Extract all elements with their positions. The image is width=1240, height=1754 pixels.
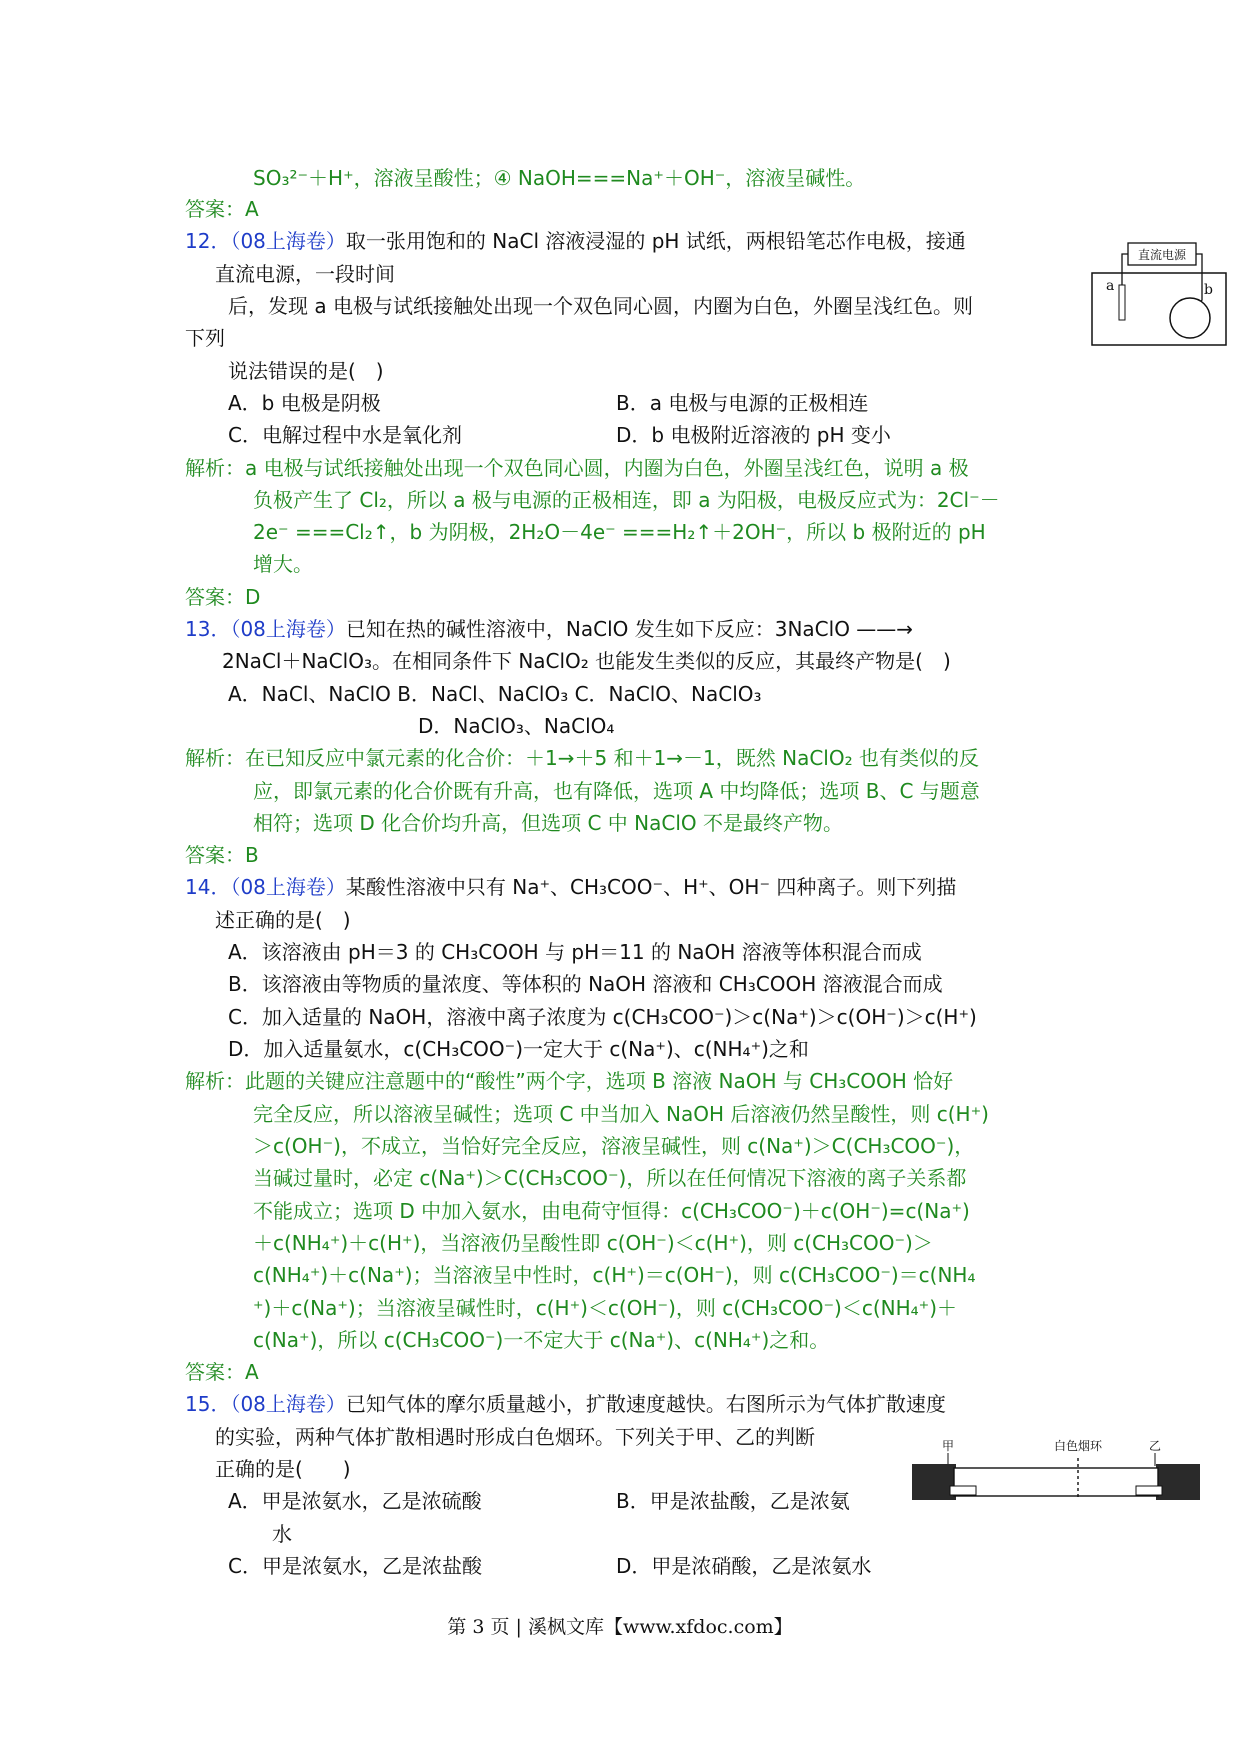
q13-stem-text: 已知在热的碱性溶液中，NaClO 发生如下反应：3NaClO ——→ (345, 617, 914, 641)
q14-analysis-line2: 完全反应，所以溶液呈碱性；选项 C 中当加入 NaOH 后溶液仍然呈酸性，则 c(H⁺) (253, 1102, 989, 1126)
q13-options-line1: A．NaCl、NaClO B．NaCl、NaClO₃ C．NaClO、NaClO₃ (228, 682, 762, 706)
stopper-left (912, 1464, 956, 1500)
q12-analysis-line3: 2e⁻ ===Cl₂↑，b 为阴极，2H₂O－4e⁻ ===H₂↑＋2OH⁻，所以 b 极附近的 pH (253, 520, 986, 544)
q14-option-a: A．该溶液由 pH＝3 的 CH₃COOH 与 pH＝11 的 NaOH 溶液等体积混合而成 (228, 940, 922, 964)
label-white-ring: 白色烟环 (1053, 1439, 1103, 1453)
q13-stem-line1 (185, 615, 913, 643)
cotton-yi (1136, 1486, 1162, 1495)
q14-stem-text: 某酸性溶液中只有 Na⁺、CH₃COO⁻、H⁺、OH⁻ 四种离子。则下列描 (345, 875, 957, 899)
q14-analysis-line3: ＞c(OH⁻)，不成立，当恰好完全反应，溶液呈碱性，则 c(Na⁺)＞C(CH₃COO⁻)， (253, 1134, 975, 1158)
q14-analysis-line4: 当碱过量时，必定 c(Na⁺)＞C(CH₃COO⁻)，所以在任何情况下溶液的离子关系都 (253, 1166, 967, 1190)
q15-stem-line2: 的实验，两种气体扩散相遇时形成白色烟环。下列关于甲、乙的判断 (215, 1425, 815, 1449)
q12-stem-line5: 说法错误的是( ) (228, 359, 384, 383)
q12-stem-line2: 直流电源，一段时间 (215, 262, 395, 286)
q12-analysis-line1: 解析：a 电极与试纸接触处出现一个双色同心圆，内圈为白色，外圈呈浅红色，说明 a 极 (185, 456, 969, 480)
q14-analysis-line9: c(Na⁺)，所以 c(CH₃COO⁻)一不定大于 c(Na⁺)、c(NH₄⁺)之和。 (253, 1328, 830, 1352)
q14-answer: 答案：A (185, 1360, 259, 1384)
q12-stem-line1 (185, 227, 966, 255)
label-jia: 甲 (941, 1439, 955, 1453)
q12-analysis-line4: 增大。 (253, 552, 313, 576)
label-yi: 乙 (1148, 1439, 1162, 1453)
stopper-right (1156, 1464, 1200, 1500)
q14-analysis-line7: c(NH₄⁺)＋c(Na⁺)；当溶液呈中性时，c(H⁺)＝c(OH⁻)，则 c(CH₃COO⁻)＝c(NH₄ (253, 1263, 976, 1287)
q12-option-a: A．b 电极是阴极 (228, 391, 381, 415)
q15-option-d: D．甲是浓硝酸，乙是浓氨水 (616, 1554, 872, 1578)
q15-stem-line3: 正确的是( ) (215, 1457, 351, 1481)
electrolysis-figure (1090, 240, 1230, 350)
page-footer: 第 3 页 | 溪枫文库【www.xfdoc.com】 (447, 1616, 793, 1638)
q11-answer: 答案：A (185, 197, 259, 221)
q12-number: 12．（08上海卷） (185, 229, 346, 253)
power-source-label: 直流电源 (1137, 248, 1187, 262)
cotton-jia (950, 1486, 976, 1495)
q15-option-c: C．甲是浓氨水，乙是浓盐酸 (228, 1554, 482, 1578)
q13-stem-line2: 2NaCl＋NaClO₃。在相同条件下 NaClO₂ 也能发生类似的反应，其最终产物是( ) (222, 649, 951, 673)
q15-stem-text: 已知气体的摩尔质量越小，扩散速度越快。右图所示为气体扩散速度 (345, 1392, 946, 1416)
q15-option-b-cont: 水 (272, 1522, 292, 1546)
q15-option-b: B．甲是浓盐酸，乙是浓氨 (616, 1489, 850, 1513)
q14-option-b: B．该溶液由等物质的量浓度、等体积的 NaOH 溶液和 CH₃COOH 溶液混合而成 (228, 972, 943, 996)
q15-stem-line1 (185, 1390, 946, 1418)
q12-option-b: B．a 电极与电源的正极相连 (616, 391, 869, 415)
q12-answer: 答案：D (185, 585, 261, 609)
label-b: b (1204, 282, 1213, 298)
q14-analysis-line5: 不能成立；选项 D 中加入氨水，由电荷守恒得：c(CH₃COO⁻)＋c(OH⁻)=c(Na⁺) (253, 1199, 970, 1223)
label-a: a (1106, 278, 1115, 294)
q13-answer: 答案：B (185, 843, 259, 867)
q15-option-a: A．甲是浓氨水，乙是浓硫酸 (228, 1489, 482, 1513)
q14-option-d: D．加入适量氨水，c(CH₃COO⁻)一定大于 c(Na⁺)、c(NH₄⁺)之和 (228, 1037, 809, 1061)
q12-analysis-line2: 负极产生了 Cl₂，所以 a 极与电源的正极相连，即 a 为阳极，电极反应式为：2Cl⁻－ (253, 488, 1000, 512)
q12-stem-line3: 后，发现 a 电极与试纸接触处出现一个双色同心圆，内圈为白色，外圈呈浅红色。则 (228, 294, 973, 318)
q12-stem-text: 取一张用饱和的 NaCl 溶液浸湿的 pH 试纸，两根铅笔芯作电极，接通 (345, 229, 966, 253)
q13-analysis-line2: 应，即氯元素的化合价既有升高，也有降低，选项 A 中均降低；选项 B、C 与题意 (253, 779, 980, 803)
q14-stem-line1 (185, 873, 956, 901)
electrode-a (1119, 285, 1125, 320)
q12-option-d: D．b 电极附近溶液的 pH 变小 (616, 423, 891, 447)
q11-tail-text: SO₃²⁻＋H⁺，溶液呈酸性；④ NaOH===Na⁺＋OH⁻，溶液呈碱性。 (253, 166, 866, 190)
diffusion-tube-figure (910, 1438, 1202, 1506)
q13-analysis-line1: 解析：在已知反应中氯元素的化合价：＋1→＋5 和＋1→－1，既然 NaClO₂ 也有类似的反 (185, 746, 979, 770)
glass-tube (954, 1468, 1158, 1496)
q13-number: 13．（08上海卷） (185, 617, 346, 641)
concentric-circle (1170, 298, 1210, 338)
q14-option-c: C．加入适量的 NaOH，溶液中离子浓度为 c(CH₃COO⁻)＞c(Na⁺)＞c(OH⁻)＞c(H⁺) (228, 1005, 977, 1029)
q14-analysis-line8: ⁺)＋c(Na⁺)；当溶液呈碱性时，c(H⁺)＜c(OH⁻)，则 c(CH₃COO⁻)＜c(NH₄⁺)＋ (253, 1296, 958, 1320)
q12-stem-line4: 下列 (185, 326, 225, 350)
q13-options-line2: D．NaClO₃、NaClO₄ (418, 714, 615, 738)
q14-analysis-line1: 解析：此题的关键应注意题中的“酸性”两个字，选项 B 溶液 NaOH 与 CH₃COOH 恰好 (185, 1069, 954, 1093)
q14-number: 14．（08上海卷） (185, 875, 346, 899)
q12-option-c: C．电解过程中水是氧化剂 (228, 423, 462, 447)
q14-analysis-line6: ＋c(NH₄⁺)＋c(H⁺)，当溶液仍呈酸性即 c(OH⁻)＜c(H⁺)，则 c(CH₃COO⁻)＞ (253, 1231, 933, 1255)
q14-stem-line2: 述正确的是( ) (215, 908, 351, 932)
q15-number: 15．（08上海卷） (185, 1392, 346, 1416)
q13-analysis-line3: 相符；选项 D 化合价均升高，但选项 C 中 NaClO 不是最终产物。 (253, 811, 843, 835)
